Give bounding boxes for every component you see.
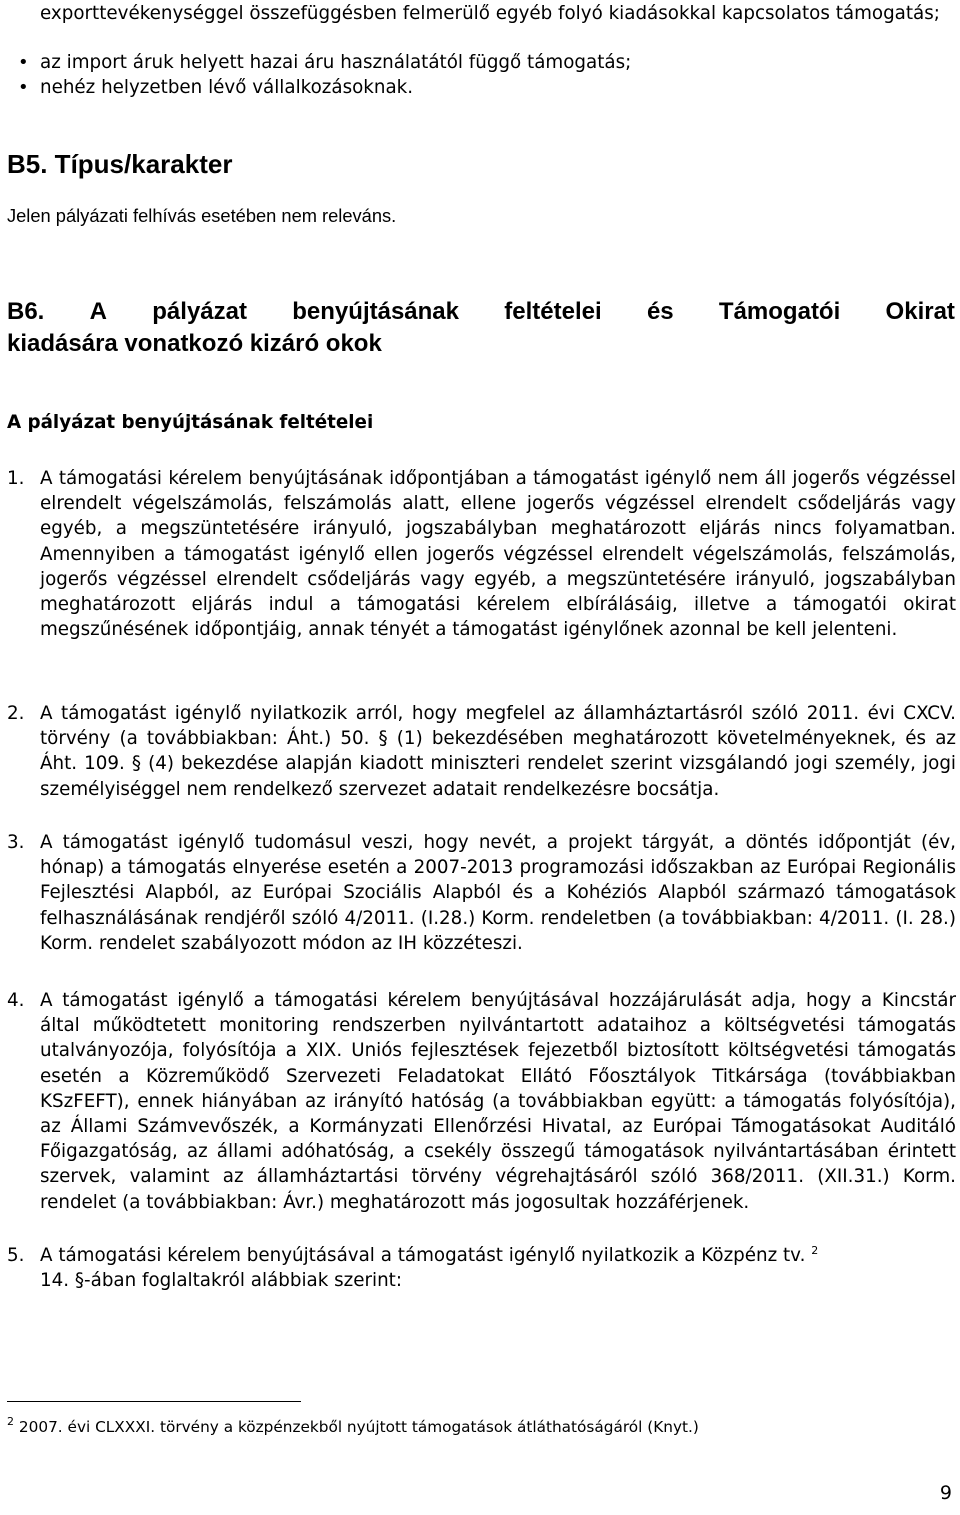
item-number: 3. [7, 832, 25, 853]
heading-line-2: kiadására vonatkozó kizáró okok [7, 330, 382, 357]
item-text-part: 14. §-ában foglaltakról alábbiak szerint: [40, 1270, 403, 1292]
heading-word: Támogatói [718, 298, 841, 325]
item-text [40, 1243, 956, 1293]
bullet-list [0, 50, 930, 100]
continuation-paragraph: exporttevékenységgel összefüggésben felmerülő egyéb folyó kiadásokkal kapcsolatos támogatás; [40, 3, 940, 24]
heading-word: B6. [7, 298, 45, 325]
item-text: A támogatást igénylő a támogatási kérelem benyújtásával hozzájárulását adja, hogy a Kincstár által működtetett monitoring rendszerben nyilvántartott adataihoz a költségvetési támogatás utalványozója, folyósítója a XIX. Uniós fejlesztések fejezetből biztosított költségvetési támogatás esetén a Közreműködő Szervezeti Feladatokat Ellátó Főosztályok Titkársága (továbbiakban KSzFEFT), ennek hiányában az irányító hatóság (a továbbiakban együtt: a támogatás folyósítója), az Állami Számvevőszék, a Kormányzati Ellenőrzési Hivatal, az Európai Támogatásokat Auditáló Főigazgatóság, az állami adóhatóság, a csekély összegű támogatások nyilvántartásában érintett szervek, valamint az államháztartási törvény végrehajtásáról szóló 368/2011. (XII.31.) Korm. rendelet (a továbbiakban: Ávr.) meghatározott más jogosultak hozzáférjenek. [40, 990, 956, 1213]
heading-line-1 [7, 296, 955, 328]
item-number: 2. [7, 703, 25, 724]
footnote-divider [7, 1401, 301, 1402]
bullet-text: nehéz helyzetben lévő vállalkozásoknak. [40, 77, 414, 99]
section-heading-b5: B5. Típus/karakter [7, 149, 233, 179]
bullet-icon: • [18, 77, 29, 99]
section-heading-b6 [7, 296, 955, 360]
bullet-icon: • [18, 52, 29, 73]
heading-word: A [89, 298, 107, 325]
item-number: 4. [7, 990, 25, 1011]
footnote [7, 1416, 699, 1438]
heading-word: benyújtásának [292, 298, 459, 325]
bullet-text: az import áruk helyett hazai áru használatától függő támogatás; [40, 52, 632, 73]
footnote-text: 2007. évi CLXXXI. törvény a közpénzekből nyújtott támogatások átláthatóságáról (Knyt.) [18, 1418, 699, 1436]
item-text-part: A támogatási kérelem benyújtásával a támogatást igénylő nyilatkozik a Közpénz tv. [40, 1245, 806, 1266]
item-number: 1. [7, 468, 25, 489]
heading-word: és [646, 298, 674, 325]
item-text: A támogatást igénylő tudomásul veszi, hogy nevét, a projekt tárgyát, a döntés időpontját (év, hónap) a támogatás elnyerése esetén a 2007-2013 programozási időszakban az Európai Regionális Fejlesztési Alapból, az Európai Szociális Alapból és a Kohéziós Alapból származó támogatások felhasználásának rendjéről szóló 4/2011. (I.28.) Korm. rendeletben (a továbbiakban: 4/2011. (I. 28.) Korm. rendelet szabályozott módon az IH közzéteszi. [40, 832, 956, 954]
footnote-ref[interactable]: 2 [811, 1244, 819, 1257]
list-item [0, 50, 930, 75]
heading-word: feltételei [504, 298, 602, 325]
subheading: A pályázat benyújtásának feltételei [7, 412, 374, 433]
item-text: A támogatási kérelem benyújtásának időpontjában a támogatást igénylő nem áll jogerős végzéssel elrendelt végelszámolás, felszámolás alatt, ellene jogerős végzéssel elrendelt csődeljárás vagy egyéb, a megszüntetésére irányuló, jogszabályban meghatározott eljárás nincs folyamatban. Amennyiben a támogatást igénylő ellen jogerős végzéssel elrendelt végelszámolás, felszámolás, jogerős végzéssel elrendelt csődeljárás vagy egyéb, a megszüntetésére irányuló, jogszabályban meghatározott eljárás indul a támogatási kérelem elbírálásáig, illetve a támogatói okirat megszűnésének időpontjáig, annak tényét a támogatást igénylőnek azonnal be kell jelenteni. [40, 468, 956, 641]
heading-word: pályázat [152, 298, 247, 325]
section-b5-text: Jelen pályázati felhívás esetében nem releváns. [7, 205, 397, 226]
item-text: A támogatást igénylő nyilatkozik arról, hogy megfelel az államháztartásról szóló 2011. évi CXCV. törvény (a továbbiakban: Áht.) 50. § (1) bekezdésében meghatározott követelményeknek, és az Áht. 109. § (4) bekezdése alapján kiadott miniszteri rendelet szerint vizsgálandó jogi személy, jogi személyiséggel nem rendelkező szervezet adatait rendelkezésre bocsátja. [40, 703, 956, 800]
heading-word: Okirat [885, 298, 955, 325]
item-number: 5. [7, 1245, 25, 1266]
page-number: 9 [939, 1482, 952, 1504]
list-item [0, 75, 930, 100]
footnote-marker: 2 [7, 1415, 14, 1428]
